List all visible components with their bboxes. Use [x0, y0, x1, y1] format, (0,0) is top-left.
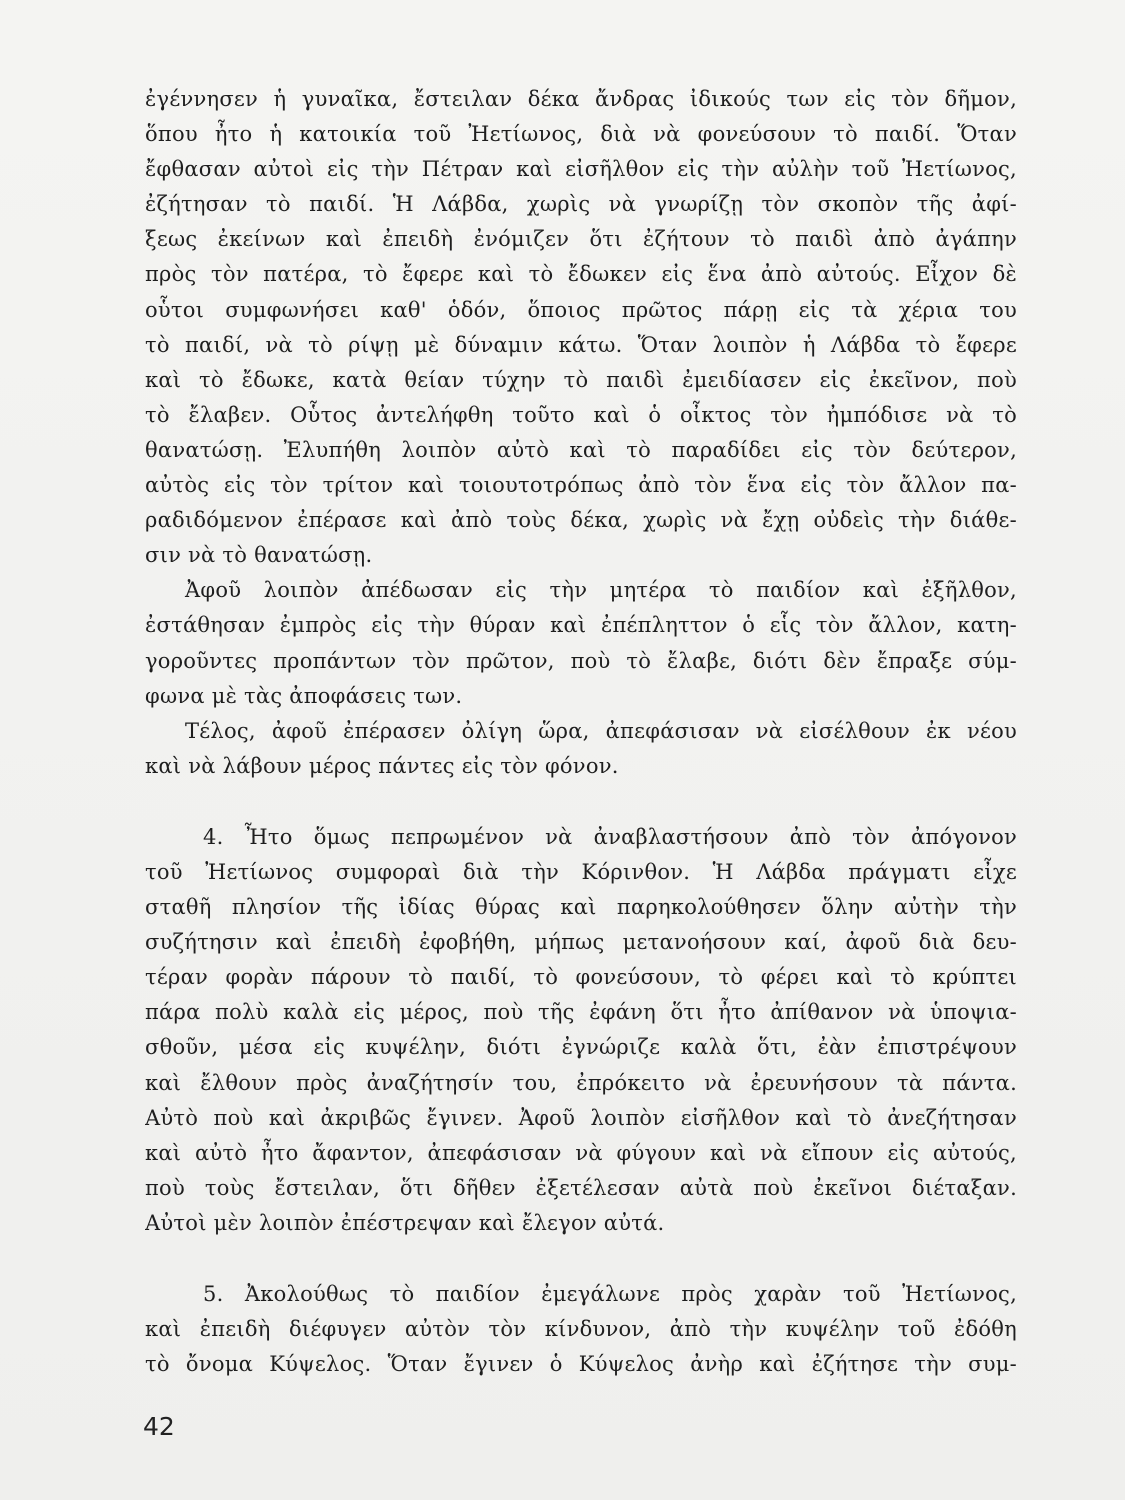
text-line: ποὺ τοὺς ἔστειλαν, ὅτι δῆθεν ἐξετέλεσαν αὐτὰ ποὺ ἐκεῖνοι διέταξαν. [145, 1175, 1017, 1200]
text-line: καὶ ἐπειδὴ διέφυγεν αὐτὸν τὸν κίνδυνον, ἀπὸ τὴν κυψέλην τοῦ ἐδόθη [145, 1317, 1017, 1342]
text-line: πάρα πολὺ καλὰ εἰς μέρος, ποὺ τῆς ἐφάνη ὅτι ἦτο ἀπίθανον νὰ ὑποψια- [145, 1000, 1017, 1025]
text-line: συζήτησιν καὶ ἐπειδὴ ἐφοβήθη, μήπως μετανοήσουν καί, ἀφοῦ διὰ δευ- [145, 930, 1017, 955]
paragraph-first-line: Ἀφοῦ λοιπὸν ἀπέδωσαν εἰς τὴν μητέρα τὸ παιδίον καὶ ἐξῆλθον, [185, 578, 1017, 603]
section-gap [145, 784, 1017, 820]
text-line: πρὸς τὸν πατέρα, τὸ ἔφερε καὶ τὸ ἔδωκεν εἰς ἕνα ἀπὸ αὐτούς. Εἶχον δὲ [145, 262, 1017, 287]
section-4-first-line: 4. Ἦτο ὅμως πεπρωμένον νὰ ἀναβλαστήσουν ἀπὸ τὸν ἀπόγονον [203, 824, 1017, 849]
text-line: τοῦ Ἠετίωνος συμφοραὶ διὰ τὴν Κόρινθον. Ἡ Λάβδα πράγματι εἶχε [145, 859, 1017, 884]
text-line: οὗτοι συμφωνήσει καθ' ὁδόν, ὅποιος πρῶτος πάρῃ εἰς τὰ χέρια του [145, 297, 1017, 322]
section-gap [145, 1241, 1017, 1277]
page-number: 42 [143, 1412, 175, 1441]
text-line: τέραν φορὰν πάρουν τὸ παιδί, τὸ φονεύσουν, τὸ φέρει καὶ τὸ κρύπτει [145, 965, 1017, 990]
text-line: αὐτὸς εἰς τὸν τρίτον καὶ τοιουτοτρόπως ἀπὸ τὸν ἕνα εἰς τὸν ἄλλον πα- [145, 473, 1017, 498]
paragraph-first-line: Τέλος, ἀφοῦ ἐπέρασεν ὀλίγη ὥρα, ἀπεφάσισαν νὰ εἰσέλθουν ἐκ νέου [185, 718, 1017, 743]
text-line: γοροῦντες προπάντων τὸν πρῶτον, ποὺ τὸ ἔλαβε, διότι δὲν ἔπραξε σύμ- [145, 648, 1017, 673]
text-line: σιν νὰ τὸ θανατώσῃ. [145, 543, 373, 568]
text-line: ἐγέννησεν ἡ γυναῖκα, ἔστειλαν δέκα ἄνδρας ἰδικούς των εἰς τὸν δῆμον, [145, 87, 1017, 111]
text-line: ἐζήτησαν τὸ παιδί. Ἡ Λάβδα, χωρὶς νὰ γνωρίζῃ τὸν σκοπὸν τῆς ἀφί- [145, 192, 1017, 217]
section-5-first-line: 5. Ἀκολούθως τὸ παιδίον ἐμεγάλωνε πρὸς χαρὰν τοῦ Ἠετίωνος, [203, 1282, 1017, 1306]
text-line: καὶ αὐτὸ ἦτο ἄφαντον, ἀπεφάσισαν νὰ φύγουν καὶ νὰ εἴπουν εἰς αὐτούς, [145, 1140, 1017, 1165]
text-line: ἔφθασαν αὐτοὶ εἰς τὴν Πέτραν καὶ εἰσῆλθον εἰς τὴν αὐλὴν τοῦ Ἠετίωνος, [145, 157, 1017, 182]
text-line: καὶ τὸ ἔδωκε, κατὰ θείαν τύχην τὸ παιδὶ ἐμειδίασεν εἰς ἐκεῖνον, ποὺ [145, 367, 1017, 392]
text-line: καὶ νὰ λάβουν μέρος πάντες εἰς τὸν φόνον. [145, 753, 619, 778]
text-line: καὶ ἔλθουν πρὸς ἀναζήτησίν του, ἐπρόκειτο νὰ ἐρευνήσουν τὰ πάντα. [145, 1070, 1017, 1095]
text-line: τὸ ἔλαβεν. Οὗτος ἀντελήφθη τοῦτο καὶ ὁ οἶκτος τὸν ἠμπόδισε νὰ τὸ [145, 402, 1017, 427]
text-line: τὸ ὄνομα Κύψελος. Ὅταν ἔγινεν ὁ Κύψελος ἀνὴρ καὶ ἐζήτησε τὴν συμ- [145, 1352, 1017, 1377]
text-line: ὅπου ἦτο ἡ κατοικία τοῦ Ἠετίωνος, διὰ νὰ φονεύσουν τὸ παιδί. Ὅταν [145, 122, 1017, 147]
text-line: Αὐτοὶ μὲν λοιπὸν ἐπέστρεψαν καὶ ἔλεγον αὐτά. [145, 1210, 665, 1235]
text-line: ξεως ἐκείνων καὶ ἐπειδὴ ἐνόμιζεν ὅτι ἐζήτουν τὸ παιδὶ ἀπὸ ἀγάπην [145, 227, 1017, 252]
text-line: θανατώσῃ. Ἐλυπήθη λοιπὸν αὐτὸ καὶ τὸ παραδίδει εἰς τὸν δεύτερον, [145, 437, 1017, 462]
text-line: σθοῦν, μέσα εἰς κυψέλην, διότι ἐγνώριζε καλὰ ὅτι, ἐὰν ἐπιστρέψουν [145, 1035, 1017, 1060]
text-line: ραδιδόμενον ἐπέρασε καὶ ἀπὸ τοὺς δέκα, χωρὶς νὰ ἔχῃ οὐδεὶς τὴν διάθε- [145, 508, 1017, 533]
text-line: φωνα μὲ τὰς ἀποφάσεις των. [145, 683, 463, 708]
body-text [145, 82, 1017, 1382]
text-line: τὸ παιδί, νὰ τὸ ρίψῃ μὲ δύναμιν κάτω. Ὅταν λοιπὸν ἡ Λάβδα τὸ ἔφερε [145, 332, 1017, 357]
text-line: Αὐτὸ ποὺ καὶ ἀκριβῶς ἔγινεν. Ἀφοῦ λοιπὸν εἰσῆλθον καὶ τὸ ἀνεζήτησαν [145, 1105, 1017, 1130]
text-line: ἐστάθησαν ἐμπρὸς εἰς τὴν θύραν καὶ ἐπέπληττον ὁ εἷς τὸν ἄλλον, κατη- [145, 613, 1017, 638]
text-line: σταθῆ πλησίον τῆς ἰδίας θύρας καὶ παρηκολούθησεν ὅλην αὐτὴν τὴν [145, 895, 1017, 920]
